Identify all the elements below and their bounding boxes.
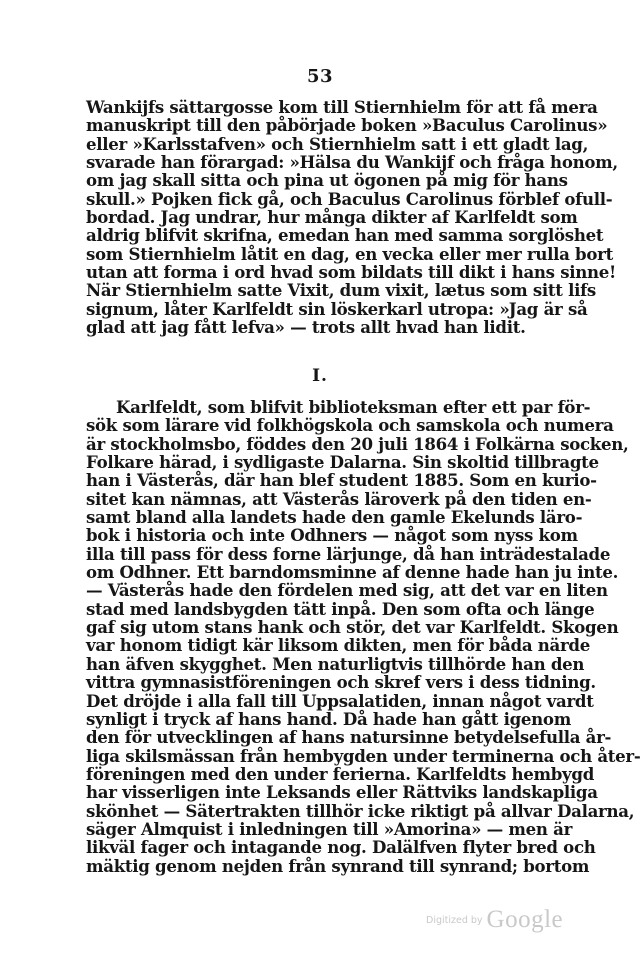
- text-line: manuskript till den påbörjade boken »Baculus Carolinus»: [86, 115, 608, 136]
- text-line: har visserligen inte Leksands eller Rättviks landskapliga: [86, 782, 598, 803]
- text-line: Karlfeldt, som blifvit biblioteksman efter ett par för-: [116, 397, 591, 417]
- text-line: svarade han förargad: »Hälsa du Wankijf och fråga honom,: [86, 152, 618, 173]
- text-line: gaf sig utom stans hank och stör, det var Karlfeldt. Skogen: [86, 617, 619, 638]
- main-paragraph: [86, 397, 640, 876]
- text-line: som Stiernhielm låtit en dag, en vecka eller mer rulla bort: [86, 243, 613, 264]
- text-line: den för utvecklingen af hans natursinne betydelsefulla år-: [86, 727, 612, 748]
- text-line: När Stiernhielm satte Vixit, dum vixit, lætus som sitt lifs: [86, 280, 596, 301]
- text-line: skönhet — Sätertrakten tillhör icke riktigt på allvar Dalarna,: [86, 800, 635, 821]
- text-line: säger Almquist i inledningen till »Amorina» — men är: [86, 818, 573, 839]
- text-line: Folkare härad, i sydligaste Dalarna. Sin skoltid tillbragte: [86, 452, 599, 473]
- text-line: liga skilsmässan från hembygden under terminerna och åter-: [86, 745, 640, 766]
- text-line: eller »Karlsstafven» och Stiernhielm satt i ett gladt lag,: [86, 133, 589, 154]
- text-line: stad med landsbygden tätt inpå. Den som ofta och länge: [86, 598, 595, 619]
- text-line: samt bland alla landets hade den gamle Ekelunds läro-: [86, 507, 583, 528]
- text-line: aldrig blifvit skrifna, emedan han med samma sorglöshet: [86, 225, 604, 246]
- text-line: synligt i tryck af hans hand. Då hade han gått igenom: [86, 708, 571, 729]
- text-line: bok i historia och inte Odhners — något som nyss kom: [86, 525, 578, 546]
- text-line: om jag skall sitta och pina ut ögonen på mig för hans: [86, 170, 568, 191]
- text-line: signum, låter Karlfeldt sin löskerkarl utropa: »Jag är så: [86, 298, 588, 319]
- text-line: glad att jag fått lefva» — trots allt hvad han lidit.: [86, 317, 526, 338]
- text-line: om Odhner. Ett barndomsminne af denne hade han ju inte.: [86, 562, 619, 583]
- text-line: var honom tidigt kär liksom dikten, men för båda närde: [86, 635, 590, 656]
- text-line: illa till pass för dess forne lärjunge, då han inträdestalade: [86, 543, 611, 564]
- text-line: utan att forma i ord hvad som bildats till dikt i hans sinne!: [86, 262, 617, 283]
- text-line: sitet kan nämnas, att Västerås läroverk på den tiden en-: [86, 488, 592, 509]
- digitized-by-google-watermark: [426, 906, 563, 934]
- text-line: föreningen med den under ferierna. Karlfeldts hembygd: [86, 763, 594, 784]
- text-line: — Västerås hade den fördelen med sig, att det var en liten: [86, 580, 608, 601]
- text-line: bordad. Jag undrar, hur många dikter af Karlfeldt som: [86, 207, 578, 228]
- text-line: Wankijfs sättargosse kom till Stiernhielm för att få mera: [86, 97, 598, 117]
- section-heading: I.: [312, 366, 328, 386]
- text-line: Det dröjde i alla fall till Uppsalatiden, innan något vardt: [86, 690, 594, 711]
- google-logo: Google: [486, 906, 564, 933]
- text-line: likväl fager och intagande nog. Dalälfven flyter bred och: [86, 837, 596, 858]
- text-line: han äfven skygghet. Men naturligtvis tillhörde han den: [86, 653, 585, 674]
- text-line: mäktig genom nejden från synrand till synrand; bortom: [86, 855, 590, 876]
- intro-paragraph: [86, 97, 618, 338]
- watermark-prefix: Digitized by: [426, 914, 483, 926]
- text-line: skull.» Pojken fick gå, och Baculus Carolinus förblef ofull-: [86, 188, 613, 209]
- text-line: sök som lärare vid folkhögskola och samskola och numera: [86, 415, 614, 436]
- page-number: 53: [306, 66, 334, 87]
- text-line: han i Västerås, där han blef student 1885. Som en kurio-: [86, 470, 597, 491]
- text-line: är stockholmsbo, föddes den 20 juli 1864 i Folkärna socken,: [86, 433, 629, 454]
- text-line: vittra gymnasistföreningen och skref vers i dess tidning.: [86, 672, 596, 693]
